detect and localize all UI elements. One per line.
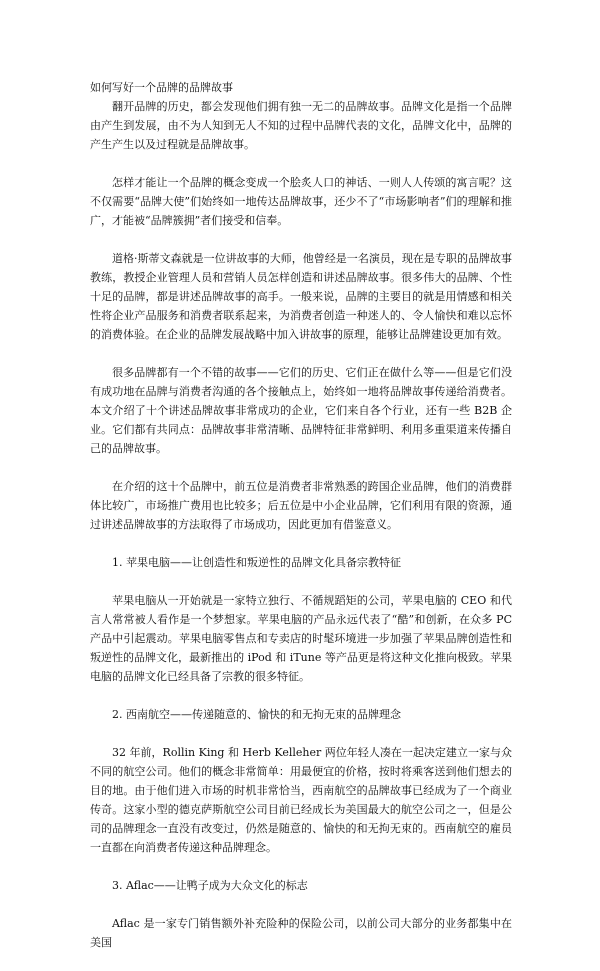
section-body-southwest: 32 年前，Rollin King 和 Herb Kelleher 两位年轻人凑在一起决定建立一家与众不同的航空公司。他们的概念非常简单：用最便宜的价格，按时将乘客送到他们想去的目的地。由于他们进入市场的时机非常恰当，西南航空的品牌故事已经成为了一个商业传奇。这家小型的德克萨斯航空公司目前已经成长为美国最大的航空公司之一，但是公司的品牌理念一直没有改变过，仍然是随意的、愉快的和无拘无束的。西南航空的雇员一直都在向消费者传递这种品牌理念。 xyxy=(90,746,512,854)
section-heading-aflac: 3. Aflac——让鸭子成为大众文化的标志 xyxy=(112,879,308,892)
document-page xyxy=(90,78,512,971)
section-heading-apple: 1. 苹果电脑——让创造性和叛逆性的品牌文化具备宗教特征 xyxy=(112,556,401,569)
paragraph-overview: 在介绍的这十个品牌中，前五位是消费者非常熟悉的跨国企业品牌，他们的消费群体比较广，市场推广费用也比较多；后五位是中小企业品牌，它们利用有限的资源，通过讲述品牌故事的方法取得了市场成功，因此更加有借鉴意义。 xyxy=(90,480,512,531)
paragraph-ten-brands: 很多品牌都有一个不错的故事——它们的历史、它们正在做什么等——但是它们没有成功地在品牌与消费者沟通的各个接触点上，始终如一地将品牌故事传递给消费者。本文介绍了十个讲述品牌故事非常成功的企业，它们来自各个行业，还有一些 B2B 企业。它们都有共同点：品牌故事非常清晰、品牌特征非常鲜明、利用多重渠道来传播自己的品牌故事。 xyxy=(90,366,512,455)
paragraph-storyteller: 道格·斯蒂文森就是一位讲故事的大师，他曾经是一名演员，现在是专职的品牌故事教练，教授企业管理人员和营销人员怎样创造和讲述品牌故事。很多伟大的品牌、个性十足的品牌，都是讲述品牌故事的高手。一般来说，品牌的主要目的就是用情感和相关性将企业产品服务和消费者联系起来，为消费者创造一种迷人的、令人愉快和难以忘怀的消费体验。在企业的品牌发展战略中加入讲故事的原理，能够让品牌建设更加有效。 xyxy=(90,252,512,341)
paragraph-intro: 翻开品牌的历史，都会发现他们拥有独一无二的品牌故事。品牌文化是指一个品牌由产生到发展，由不为人知到无人不知的过程中品牌代表的文化，品牌文化中，品牌的产生产生以及过程就是品牌故事。 xyxy=(90,100,512,151)
section-body-aflac: Aflac 是一家专门销售额外补充险种的保险公司，以前公司大部分的业务都集中在美国 xyxy=(90,917,512,949)
paragraph-legend: 怎样才能让一个品牌的概念变成一个脍炙人口的神话、一则人人传颂的寓言呢？这不仅需要“品牌大使”们始终如一地传达品牌故事，还少不了“市场影响者”们的理解和推广，才能被“品牌簇拥”者们接受和信奉。 xyxy=(90,176,512,227)
document-title: 如何写好一个品牌的品牌故事 xyxy=(90,81,233,94)
section-heading-southwest: 2. 西南航空——传递随意的、愉快的和无拘无束的品牌理念 xyxy=(112,708,401,721)
section-body-apple: 苹果电脑从一开始就是一家特立独行、不循规蹈矩的公司，苹果电脑的 CEO 和代言人常常被人看作是一个梦想家。苹果电脑的产品永远代表了“酷”和创新，在众多 PC 产品中引起震动。苹果电脑零售点和专卖店的时髦环境进一步加强了苹果品牌创造性和叛逆性的品牌文化，最新推出的 iPod 和 iTune 等产品更是将这种文化推向极致。苹果电脑的品牌文化已经具备了宗教的很多特征。 xyxy=(90,594,512,683)
